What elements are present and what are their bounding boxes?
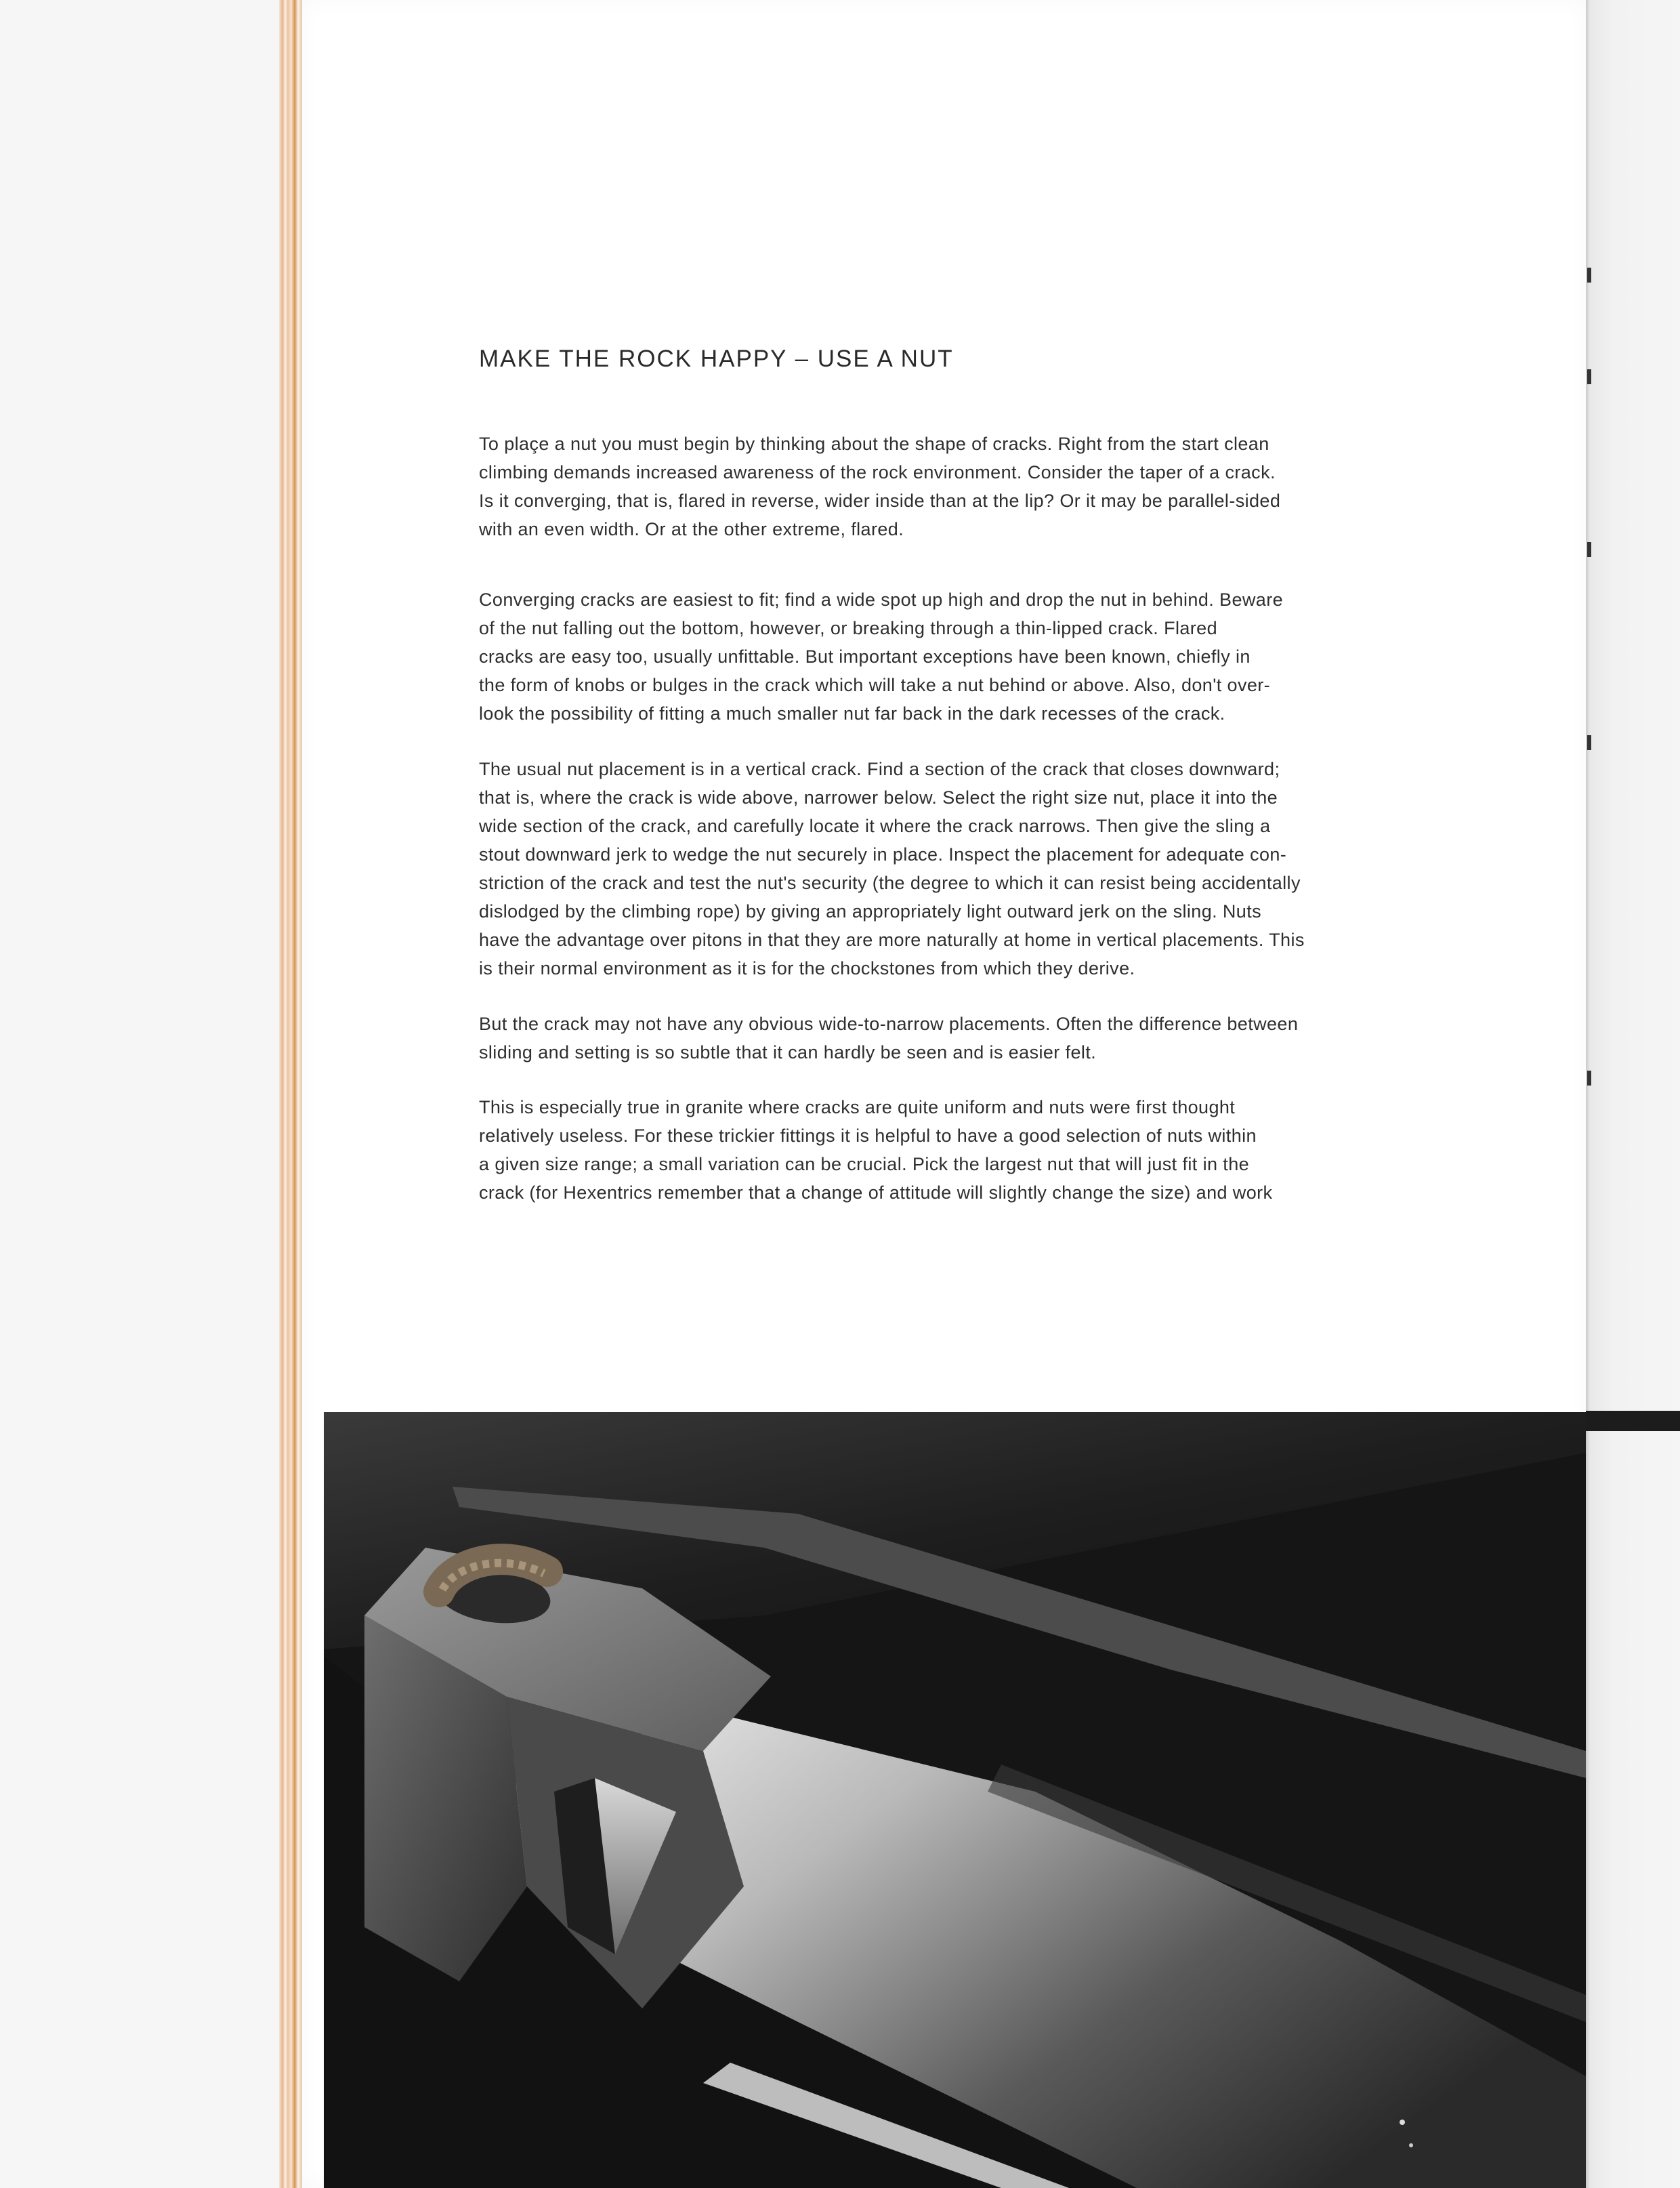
text-line: striction of the crack and test the nut's security (the degree to which it can resist being accidentally: [479, 873, 1301, 893]
text-line: Converging cracks are easiest to fit; find a wide spot up high and drop the nut in behind. Beware: [479, 590, 1283, 610]
edge-mark: [1587, 542, 1591, 557]
text-line: The usual nut placement is in a vertical crack. Find a section of the crack that closes downward;: [479, 759, 1280, 779]
text-line: stout downward jerk to wedge the nut securely in place. Inspect the placement for adequate con-: [479, 844, 1287, 865]
book-spine: [279, 0, 302, 2188]
text-line: To plaçe a nut you must begin by thinking about the shape of cracks. Right from the start clean: [479, 434, 1269, 454]
text-line: the form of knobs or bulges in the crack which will take a nut behind or above. Also, don't over-: [479, 675, 1271, 695]
text-line: But the crack may not have any obvious wide-to-narrow placements. Often the difference between: [479, 1014, 1299, 1034]
text-line: is their normal environment as it is for the chockstones from which they derive.: [479, 958, 1135, 978]
text-line: of the nut falling out the bottom, however, or breaking through a thin-lipped crack. Flared: [479, 618, 1218, 638]
hex-nut-in-rock-crack-photo: [324, 1412, 1586, 2188]
text-line: This is especially true in granite where cracks are quite uniform and nuts were first thought: [479, 1097, 1236, 1117]
text-line: Is it converging, that is, flared in reverse, wider inside than at the lip? Or it may be parallel-sided: [479, 491, 1281, 511]
text-line: crack (for Hexentrics remember that a change of attitude will slightly change the size) and work: [479, 1182, 1273, 1203]
edge-mark: [1587, 1071, 1591, 1086]
edge-mark: [1587, 735, 1591, 750]
text-line: with an even width. Or at the other extreme, flared.: [479, 519, 904, 539]
text-line: wide section of the crack, and carefully locate it where the crack narrows. Then give the sling a: [479, 816, 1271, 836]
text-line: cracks are easy too, usually unfittable. But important exceptions have been known, chiefly in: [479, 646, 1251, 667]
text-line: that is, where the crack is wide above, narrower below. Select the right size nut, place it into the: [479, 787, 1278, 808]
text-line: sliding and setting is so subtle that it can hardly be seen and is easier felt.: [479, 1042, 1097, 1062]
page-title: MAKE THE ROCK HAPPY – USE A NUT: [479, 346, 954, 372]
facing-page-photo-edge: [1586, 1411, 1680, 1431]
paragraph-2: [479, 585, 1468, 728]
text-line: have the advantage over pitons in that they are more naturally at home in vertical placements. This: [479, 930, 1305, 950]
edge-mark: [1587, 369, 1591, 384]
paragraph-1: [479, 430, 1468, 543]
facing-page-edge: [1586, 0, 1680, 2188]
text-line: climbing demands increased awareness of the rock environment. Consider the taper of a crack.: [479, 462, 1276, 482]
paragraph-5: [479, 1093, 1468, 1207]
text-line: a given size range; a small variation can be crucial. Pick the largest nut that will just fit in the: [479, 1154, 1250, 1174]
edge-mark: [1587, 268, 1591, 283]
text-line: dislodged by the climbing rope) by giving an appropriately light outward jerk on the sling. Nuts: [479, 901, 1262, 922]
paragraph-4: [479, 1010, 1468, 1067]
text-line: relatively useless. For these trickier fittings it is helpful to have a good selection of nuts within: [479, 1126, 1257, 1146]
paragraph-3: [479, 755, 1468, 983]
text-line: look the possibility of fitting a much smaller nut far back in the dark recesses of the crack.: [479, 703, 1225, 724]
